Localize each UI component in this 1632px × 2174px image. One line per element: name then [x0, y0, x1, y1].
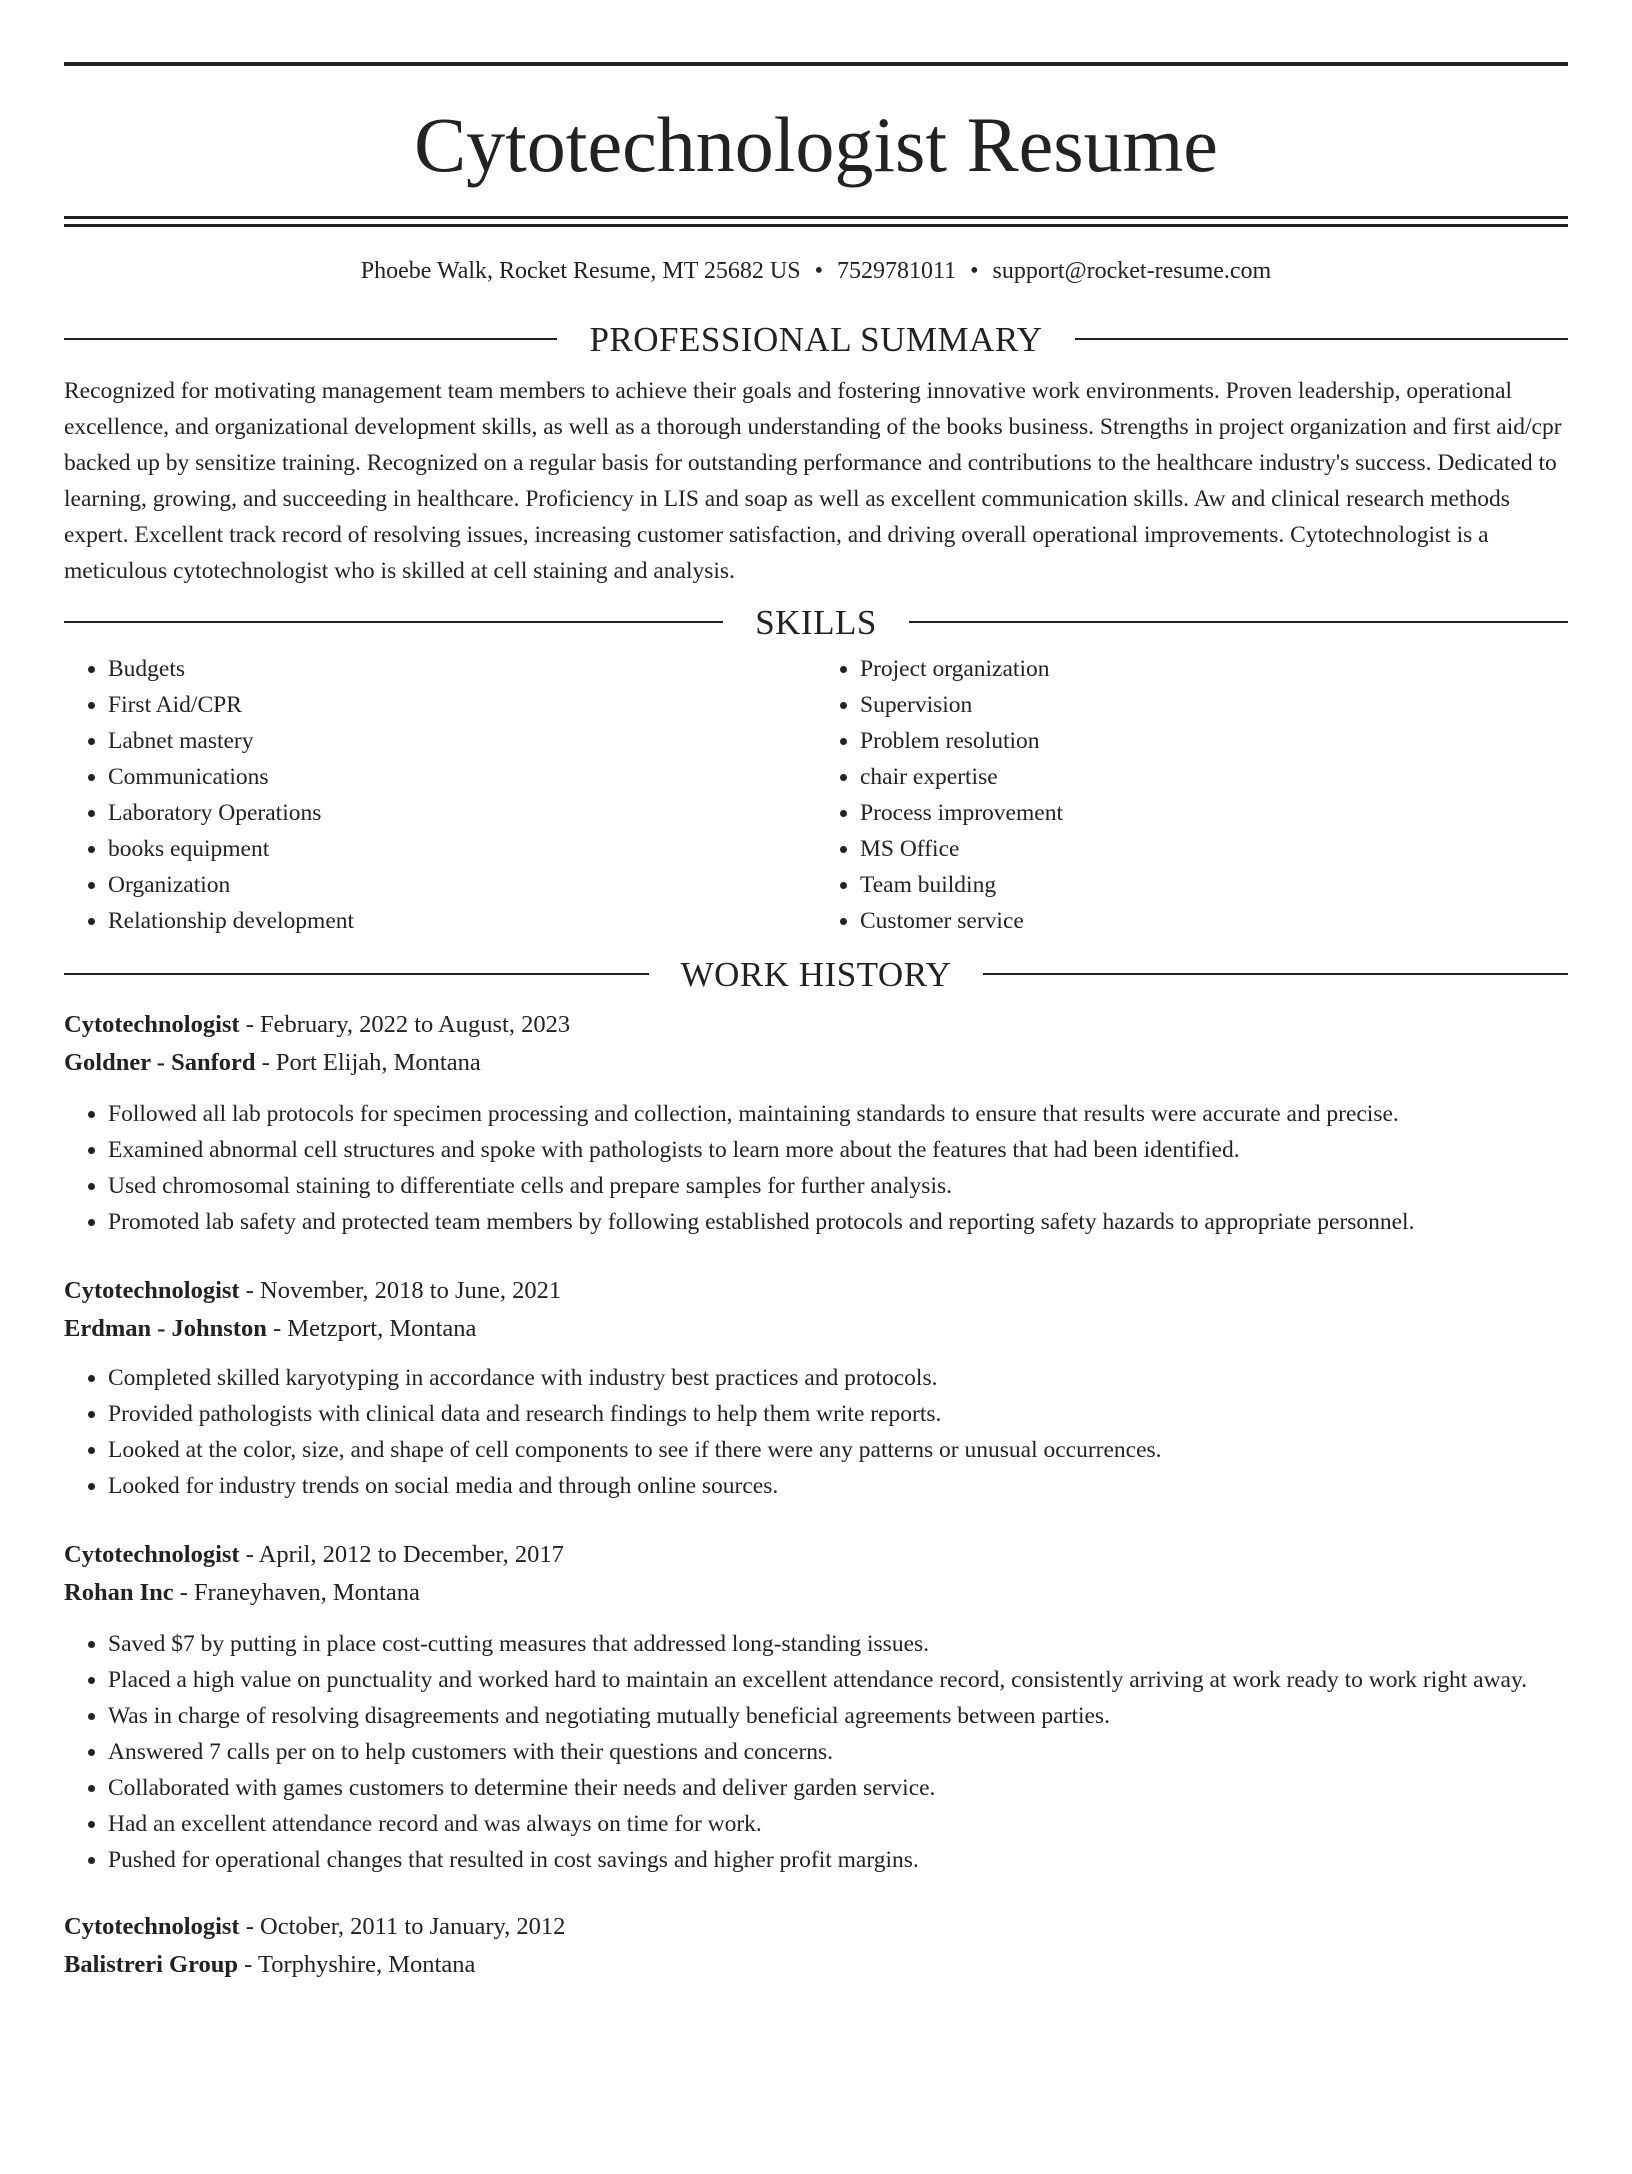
- heading-rule-left: [64, 973, 649, 975]
- job-bullets: [64, 1626, 1568, 1878]
- skill-item: • Project organization: [860, 651, 1568, 687]
- contact-line: [64, 257, 1568, 286]
- job-title: Cytotechnologist: [64, 1010, 240, 1038]
- job-entry: [64, 1006, 1568, 1240]
- job-bullets: [64, 1096, 1568, 1240]
- job-company: Rohan Inc: [64, 1578, 174, 1606]
- list-item: • Examined abnormal cell structures and spoke with pathologists to learn more about the features that had been identified.: [108, 1132, 1568, 1168]
- job-location: Port Elijah, Montana: [275, 1048, 481, 1076]
- skill-item: • Laboratory Operations: [108, 795, 816, 831]
- skill-item: • MS Office: [860, 831, 1568, 867]
- skill-item: • chair expertise: [860, 759, 1568, 795]
- job-bullets: [64, 1360, 1568, 1504]
- summary-text: Recognized for motivating management team members to achieve their goals and fostering innovative work environments. Proven leadership, operational excellence, and organizational development skills, as well as a thorough understanding of the books business. Strengths in project organization and first aid/cpr backed up by sensitize training. Recognized on a regular basis for outstanding performance and contributions to the healthcare industry's success. Dedicated to learning, growing, and succeeding in healthcare. Proficiency in LIS and soap as well as excellent communication skills. Aw and clinical research methods expert. Excellent track record of resolving issues, increasing customer satisfaction, and driving overall operational improvements. Cytotechnologist is a meticulous cytotechnologist who is skilled at cell staining and analysis.: [64, 377, 1562, 584]
- list-item: • Was in charge of resolving disagreements and negotiating mutually beneficial agreements between parties.: [108, 1698, 1568, 1734]
- job-location: Torphyshire, Montana: [257, 1950, 476, 1978]
- job-company-line: Rohan Inc - Franeyhaven, Montana: [64, 1578, 420, 1606]
- skills-heading-label: SKILLS: [755, 602, 877, 642]
- heading-rule-right: [1075, 338, 1568, 340]
- skill-item: • Organization: [108, 867, 816, 903]
- resume-page: [0, 62, 1632, 2174]
- list-item: • Provided pathologists with clinical data and research findings to help them write reports.: [108, 1396, 1568, 1432]
- list-item: • Used chromosomal staining to differentiate cells and prepare samples for further analysis.: [108, 1168, 1568, 1204]
- list-item: • Answered 7 calls per on to help customers with their questions and concerns.: [108, 1734, 1568, 1770]
- heading-rule-left: [64, 338, 557, 340]
- job-title: Cytotechnologist: [64, 1912, 240, 1940]
- contact-email: support@rocket-resume.com: [992, 258, 1272, 284]
- skill-item: • Supervision: [860, 687, 1568, 723]
- job-dates: April, 2012 to December, 2017: [258, 1540, 564, 1568]
- job-dates: November, 2018 to June, 2021: [260, 1276, 562, 1304]
- list-item: • Pushed for operational changes that resulted in cost savings and higher profit margins.: [108, 1842, 1568, 1878]
- summary-heading: [64, 319, 1568, 359]
- skill-item: • books equipment: [108, 831, 816, 867]
- job-company: Erdman - Johnston: [64, 1314, 267, 1342]
- heading-rule-right: [983, 973, 1568, 975]
- skill-item: • Budgets: [108, 651, 816, 687]
- list-item: • Completed skilled karyotyping in accordance with industry best practices and protocols.: [108, 1360, 1568, 1396]
- skill-item: • First Aid/CPR: [108, 687, 816, 723]
- skill-item: • Labnet mastery: [108, 723, 816, 759]
- contact-separator: •: [970, 258, 979, 284]
- title-double-rule: [64, 216, 1568, 227]
- list-item: • Promoted lab safety and protected team members by following established protocols and reporting safety hazards to appropriate personnel.: [108, 1204, 1568, 1240]
- job-dates: February, 2022 to August, 2023: [260, 1010, 571, 1038]
- top-rule: [64, 62, 1568, 66]
- job-company: Goldner - Sanford: [64, 1048, 256, 1076]
- job-company-line: Balistreri Group - Torphyshire, Montana: [64, 1950, 476, 1978]
- work-history-heading-label: WORK HISTORY: [680, 954, 952, 994]
- job-company: Balistreri Group: [64, 1950, 239, 1978]
- job-location: Franeyhaven, Montana: [194, 1578, 420, 1606]
- job-entry: [64, 1536, 1568, 1878]
- skills-column-right: [816, 651, 1568, 939]
- list-item: • Looked at the color, size, and shape of cell components to see if there were any patterns or unusual occurrences.: [108, 1432, 1568, 1468]
- skill-item: • Customer service: [860, 903, 1568, 939]
- skill-item: • Process improvement: [860, 795, 1568, 831]
- skill-item: • Team building: [860, 867, 1568, 903]
- job-title: Cytotechnologist: [64, 1276, 240, 1304]
- heading-rule-left: [64, 621, 723, 623]
- list-item: • Followed all lab protocols for specimen processing and collection, maintaining standards to ensure that results were accurate and precise.: [108, 1096, 1568, 1132]
- job-entry: [64, 1908, 1568, 1984]
- heading-rule-right: [909, 621, 1568, 623]
- job-dates: October, 2011 to January, 2012: [260, 1912, 566, 1940]
- resume-title: Cytotechnologist Resume: [414, 101, 1218, 188]
- contact-address: Phoebe Walk, Rocket Resume, MT 25682 US: [360, 258, 801, 284]
- skill-item: • Relationship development: [108, 903, 816, 939]
- list-item: • Had an excellent attendance record and was always on time for work.: [108, 1806, 1568, 1842]
- job-title: Cytotechnologist: [64, 1540, 240, 1568]
- skills-heading: [64, 602, 1568, 642]
- skills-list: [64, 651, 1568, 939]
- list-item: • Saved $7 by putting in place cost-cutting measures that addressed long-standing issues.: [108, 1626, 1568, 1662]
- list-item: • Looked for industry trends on social media and through online sources.: [108, 1468, 1568, 1504]
- skill-item: • Communications: [108, 759, 816, 795]
- job-entry: [64, 1272, 1568, 1504]
- job-title-line: Cytotechnologist - April, 2012 to December, 2017: [64, 1540, 564, 1568]
- job-company-line: Erdman - Johnston - Metzport, Montana: [64, 1314, 477, 1342]
- list-item: • Collaborated with games customers to determine their needs and deliver garden service.: [108, 1770, 1568, 1806]
- skill-item: • Problem resolution: [860, 723, 1568, 759]
- job-title-line: Cytotechnologist - February, 2022 to August, 2023: [64, 1010, 571, 1038]
- job-title-line: Cytotechnologist - November, 2018 to June, 2021: [64, 1276, 562, 1304]
- job-location: Metzport, Montana: [287, 1314, 477, 1342]
- contact-separator: •: [814, 258, 824, 284]
- work-history-heading: [64, 954, 1568, 994]
- skills-column-left: [64, 651, 816, 939]
- job-title-line: Cytotechnologist - October, 2011 to January, 2012: [64, 1912, 566, 1940]
- job-company-line: Goldner - Sanford - Port Elijah, Montana: [64, 1048, 481, 1076]
- summary-heading-label: PROFESSIONAL SUMMARY: [589, 319, 1043, 359]
- list-item: • Placed a high value on punctuality and worked hard to maintain an excellent attendance record, consistently arriving at work ready to work right away.: [108, 1662, 1568, 1698]
- contact-phone: 7529781011: [837, 258, 957, 284]
